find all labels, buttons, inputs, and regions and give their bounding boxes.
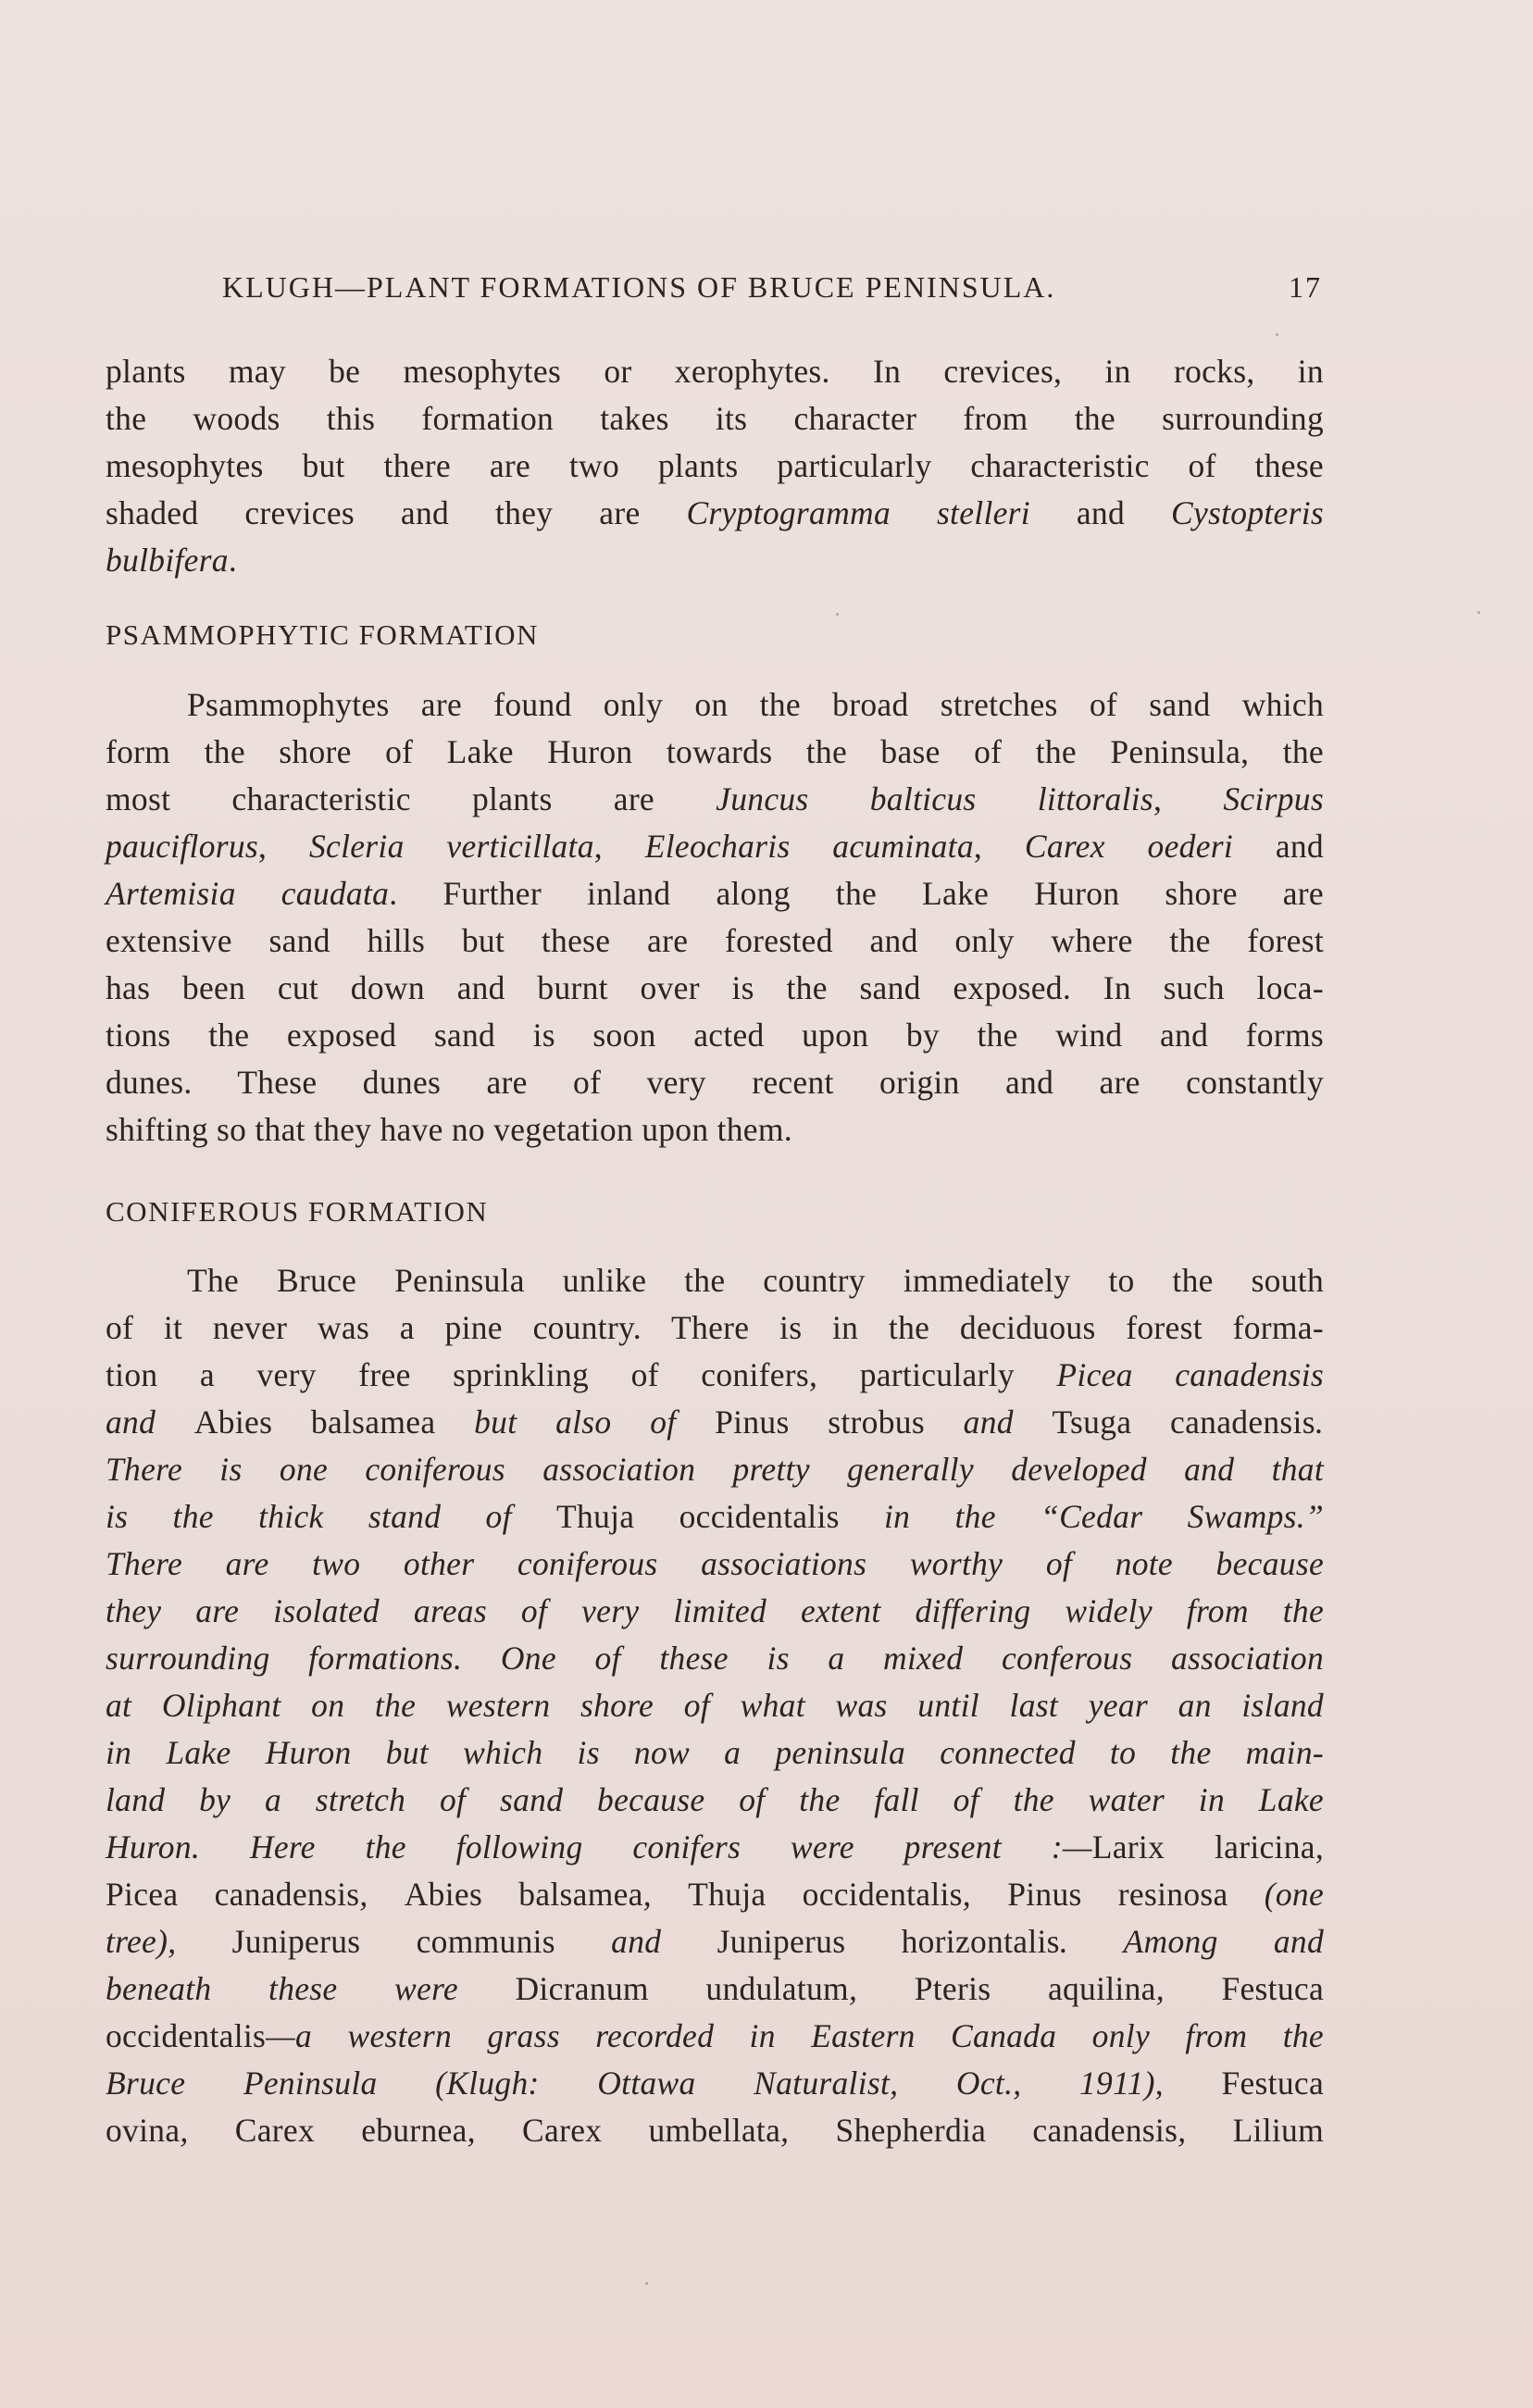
running-head (222, 270, 1322, 311)
paper-speck (1276, 333, 1278, 336)
text-line: bulbifera. (106, 542, 238, 579)
text-line: shifting so that they have no vegetation upon them. (106, 1111, 792, 1148)
paragraph-continuation (106, 348, 1324, 584)
paper-speck (645, 2282, 648, 2285)
text-line: extensive sand hills but these are forested and only where the forest (106, 922, 1324, 959)
running-head-title: KLUGH—PLANT FORMATIONS OF BRUCE PENINSULA. (222, 270, 1056, 304)
paragraph-coniferous (106, 1257, 1324, 2154)
page-number: 17 (1289, 270, 1322, 304)
text-line: pauciflorus, Scleria verticillata, Eleocharis acuminata, Carex oederi and (106, 828, 1324, 865)
text-line: tion a very free sprinkling of conifers, particularly Picea canadensis (106, 1356, 1324, 1393)
text-line: There are two other coniferous associations worthy of note because (106, 1545, 1324, 1582)
text-line: is the thick stand of Thuja occidentalis in the “Cedar Swamps.” (106, 1498, 1324, 1535)
text-line: Huron. Here the following conifers were present :—Larix laricina, (106, 1828, 1324, 1865)
section-heading-psammophytic: PSAMMOPHYTIC FORMATION (106, 618, 539, 651)
text-line: shaded crevices and they are Cryptogramma stelleri and Cystopteris (106, 494, 1324, 531)
section-heading-coniferous: CONIFEROUS FORMATION (106, 1195, 489, 1228)
text-line: plants may be mesophytes or xerophytes. In crevices, in rocks, in (106, 353, 1324, 390)
text-line: land by a stretch of sand because of the fall of the water in Lake (106, 1781, 1324, 1818)
text-line: has been cut down and burnt over is the sand exposed. In such loca- (106, 969, 1324, 1006)
text-line: at Oliphant on the western shore of what was until last year an island (106, 1687, 1324, 1724)
text-line: mesophytes but there are two plants particularly characteristic of these (106, 447, 1324, 484)
text-line: ovina, Carex eburnea, Carex umbellata, Shepherdia canadensis, Lilium (106, 2112, 1324, 2149)
text-line: occidentalis—a western grass recorded in Eastern Canada only from the (106, 2017, 1324, 2054)
paper-speck (1477, 611, 1480, 614)
text-line: dunes. These dunes are of very recent origin and are constantly (106, 1064, 1324, 1101)
text-line: Psammophytes are found only on the broad stretches of sand which (187, 686, 1324, 723)
text-line: they are isolated areas of very limited extent differing widely from the (106, 1592, 1324, 1629)
text-line: beneath these were Dicranum undulatum, Pteris aquilina, Festuca (106, 1970, 1324, 2007)
text-line: most characteristic plants are Juncus balticus littoralis, Scirpus (106, 780, 1324, 817)
text-line: Picea canadensis, Abies balsamea, Thuja occidentalis, Pinus resinosa (one (106, 1876, 1325, 1913)
text-line: Bruce Peninsula (Klugh: Ottawa Naturalist, Oct., 1911), Festuca (106, 2065, 1324, 2102)
text-line: in Lake Huron but which is now a peninsula connected to the main- (106, 1734, 1324, 1771)
text-line: form the shore of Lake Huron towards the base of the Peninsula, the (106, 733, 1324, 770)
text-line: Artemisia caudata. Further inland along the Lake Huron shore are (106, 875, 1324, 912)
text-line: surrounding formations. One of these is a mixed conferous association (106, 1640, 1324, 1677)
text-line: tree), Juniperus communis and Juniperus horizontalis. Among and (106, 1923, 1325, 1960)
text-line: and Abies balsamea but also of Pinus strobus and Tsuga canadensis. (106, 1404, 1325, 1441)
text-line: the woods this formation takes its character from the surrounding (106, 400, 1324, 437)
text-line: tions the exposed sand is soon acted upon by the wind and forms (106, 1017, 1324, 1054)
paragraph-psammophytic (106, 681, 1324, 1154)
text-line: of it never was a pine country. There is in the deciduous forest forma- (106, 1309, 1324, 1346)
text-line: There is one coniferous association pretty generally developed and that (106, 1451, 1324, 1488)
paper-speck (836, 613, 839, 616)
text-line: The Bruce Peninsula unlike the country immediately to the south (187, 1262, 1324, 1299)
